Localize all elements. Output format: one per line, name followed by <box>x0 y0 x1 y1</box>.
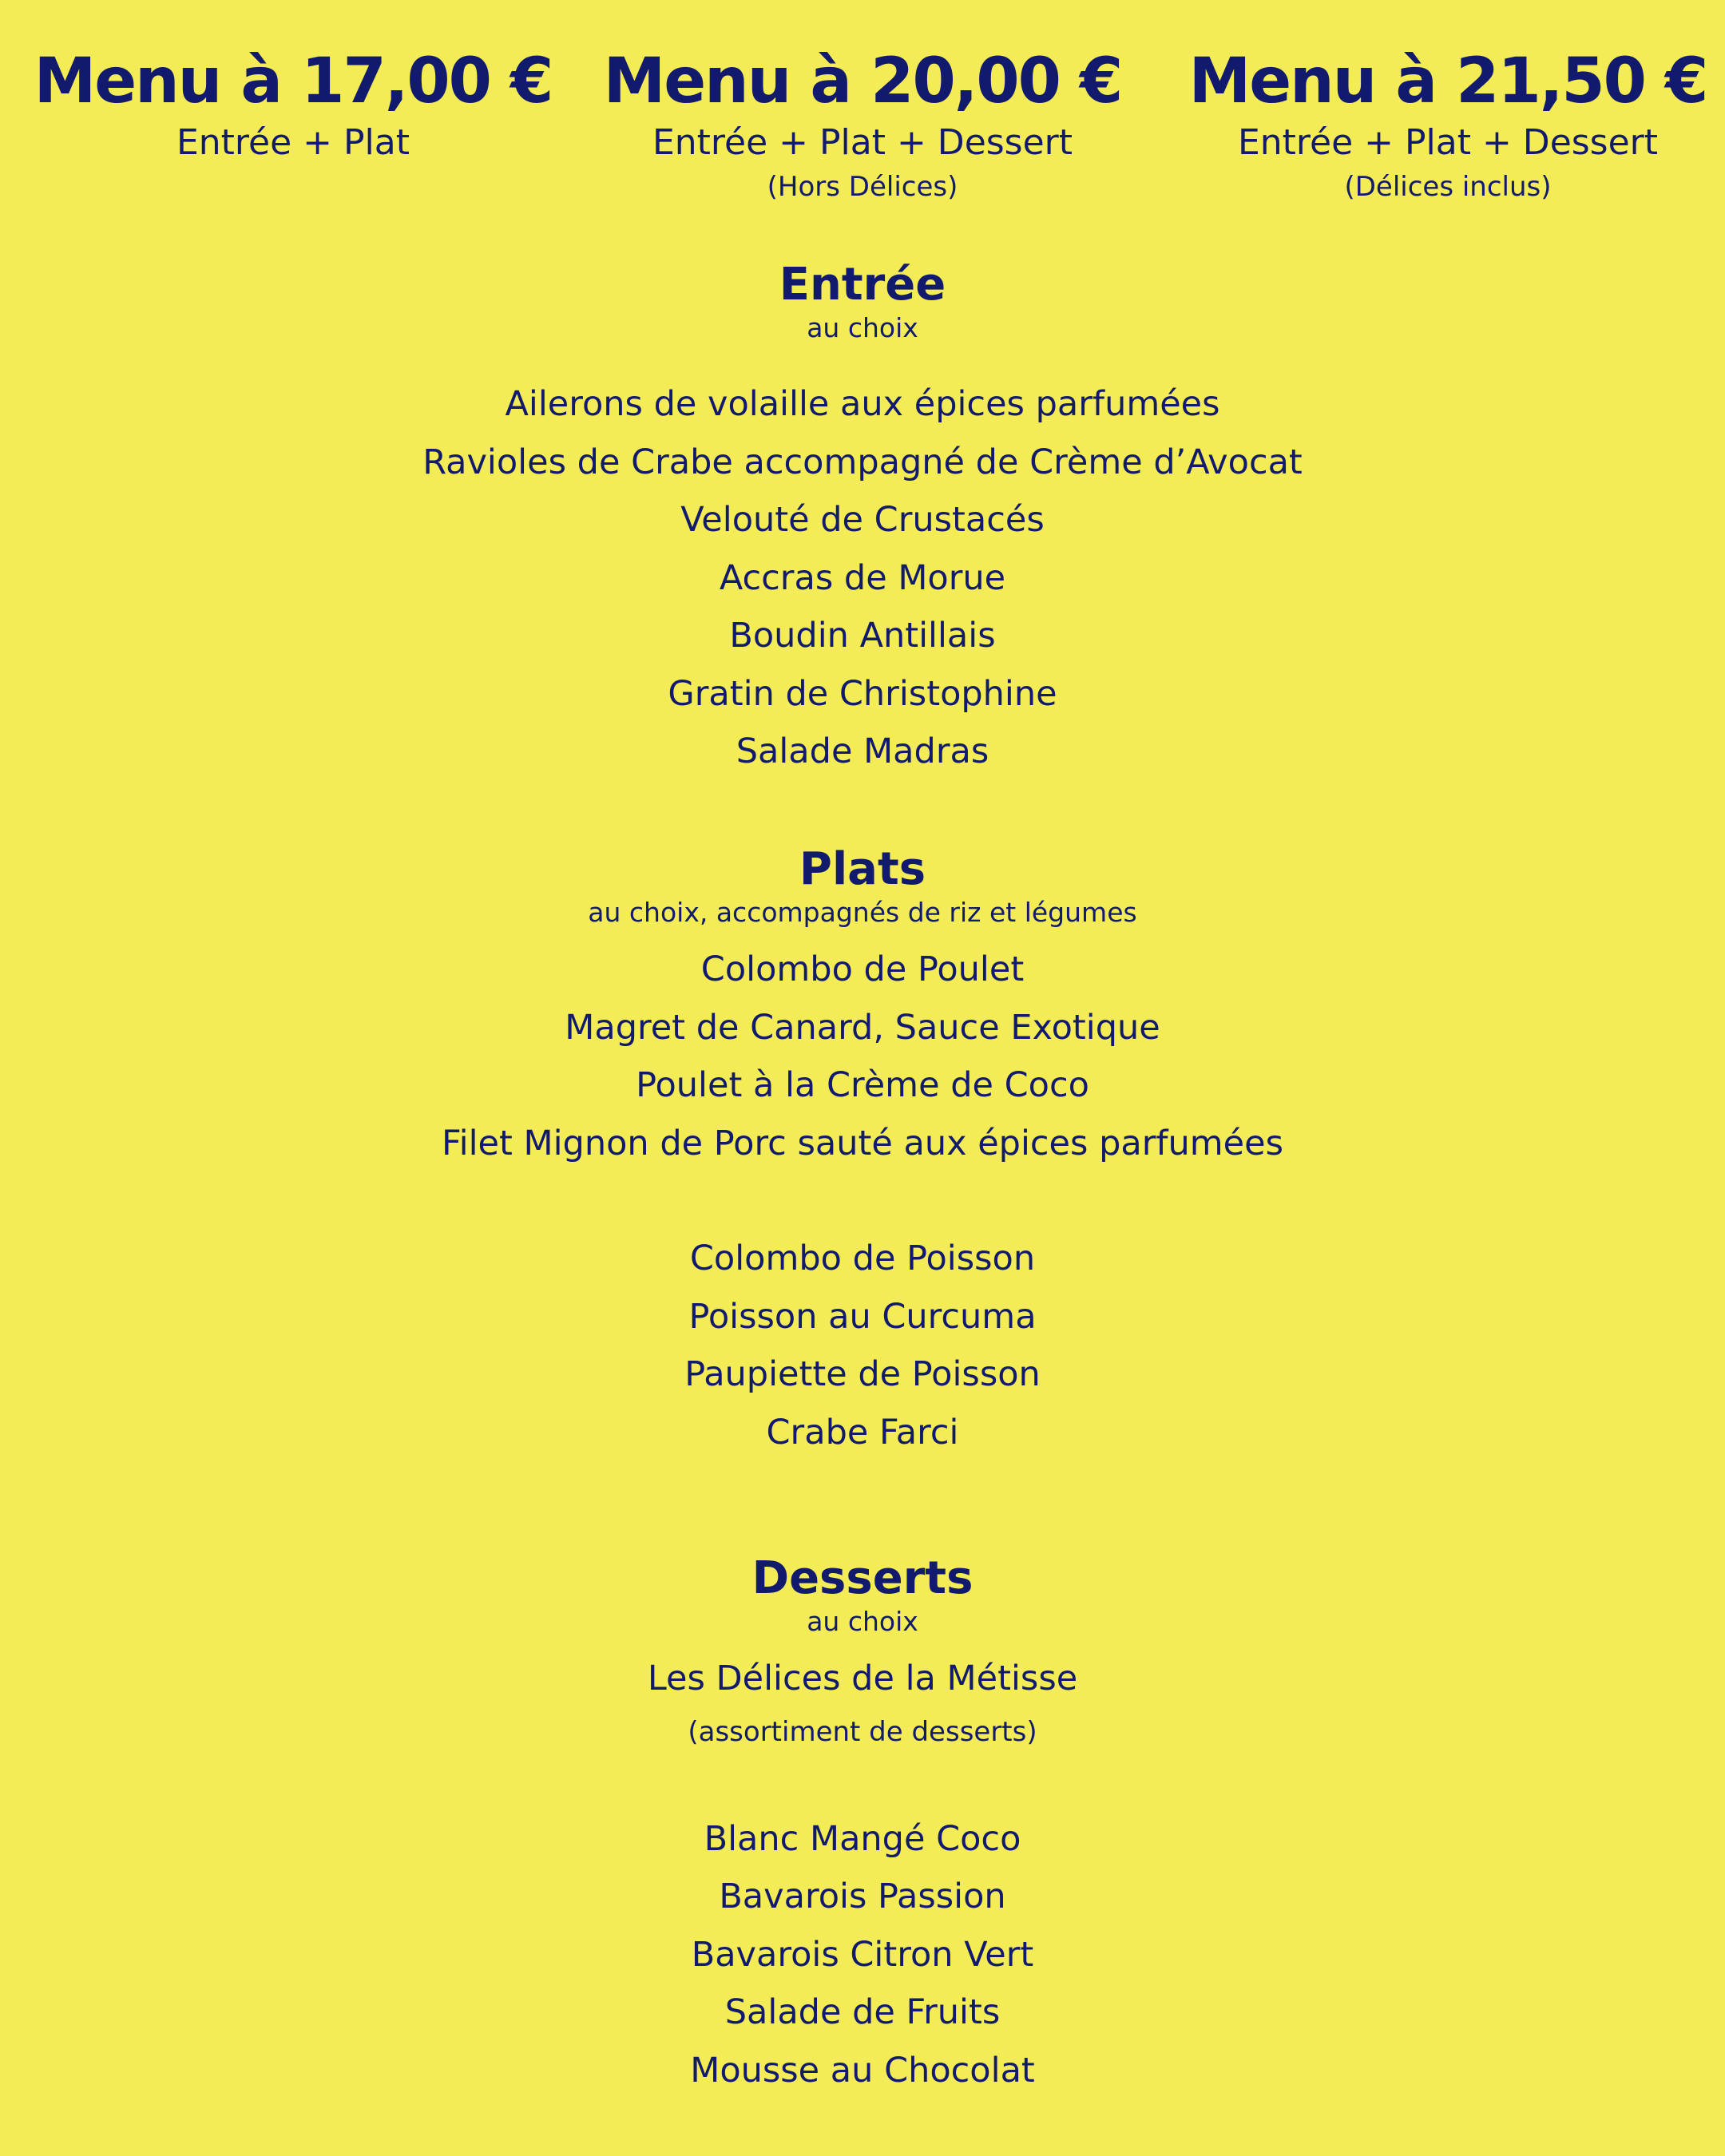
entree-heading: Entrée <box>779 259 946 311</box>
menu-prices <box>0 42 1725 217</box>
desserts-list <box>0 1810 1725 2100</box>
list-item: Boudin Antillais <box>729 616 996 656</box>
menu-note: (Délices inclus) <box>1344 171 1552 203</box>
menu-note: (Hors Délices) <box>767 171 958 203</box>
plats-heading: Plats <box>799 843 926 895</box>
list-item: Bavarois Passion <box>719 1877 1006 1916</box>
list-item: Paupiette de Poisson <box>684 1354 1041 1394</box>
plats-section <box>0 842 1725 1461</box>
list-item: Poisson au Curcuma <box>688 1296 1037 1337</box>
list-item: Ailerons de volaille aux épices parfumées <box>505 384 1220 424</box>
list-item: Gratin de Christophine <box>668 673 1057 714</box>
desserts-special-note: (assortiment de desserts) <box>688 1715 1037 1748</box>
desserts-subheading: au choix <box>807 1606 918 1637</box>
entree-subheading: au choix <box>807 312 918 343</box>
list-item: Velouté de Crustacés <box>680 500 1045 540</box>
menu-price-title: Menu à 17,00 € <box>34 46 553 117</box>
menu-price-title: Menu à 21,50 € <box>1188 46 1707 117</box>
menu-option-2 <box>591 42 1134 208</box>
menu-price-title: Menu à 20,00 € <box>603 46 1122 117</box>
list-item: Colombo de Poisson <box>689 1239 1036 1278</box>
list-item: Poulet à la Crème de Coco <box>636 1065 1089 1105</box>
desserts-section <box>0 1551 1725 2099</box>
plats-subheading: au choix, accompagnés de riz et légumes <box>588 897 1137 928</box>
desserts-heading: Desserts <box>751 1552 974 1604</box>
menu-option-1 <box>22 42 565 166</box>
desserts-special: Les Délices de la Métisse <box>647 1659 1078 1698</box>
list-item: Mousse au Chocolat <box>690 2050 1035 2091</box>
list-item: Filet Mignon de Porc sauté aux épices parfumées <box>442 1123 1283 1163</box>
list-item: Accras de Morue <box>719 557 1006 598</box>
list-item: Salade Madras <box>736 731 989 771</box>
list-item: Magret de Canard, Sauce Exotique <box>565 1007 1160 1048</box>
list-item: Colombo de Poulet <box>700 949 1025 989</box>
menu-composition: Entrée + Plat <box>176 122 410 163</box>
list-item: Salade de Fruits <box>724 1992 1001 2032</box>
plats-meat-list <box>0 941 1725 1172</box>
menu-composition: Entrée + Plat + Dessert <box>1237 122 1659 163</box>
plats-fish-list <box>0 1230 1725 1461</box>
menu-option-3 <box>1176 42 1719 208</box>
menu-composition: Entrée + Plat + Dessert <box>652 122 1073 163</box>
entree-section <box>0 257 1725 781</box>
list-item: Ravioles de Crabe accompagné de Crème d’Avocat <box>422 442 1303 482</box>
list-item: Crabe Farci <box>766 1412 959 1453</box>
entree-list <box>0 375 1725 781</box>
list-item: Bavarois Citron Vert <box>691 1934 1034 1975</box>
list-item: Blanc Mangé Coco <box>704 1818 1021 1859</box>
